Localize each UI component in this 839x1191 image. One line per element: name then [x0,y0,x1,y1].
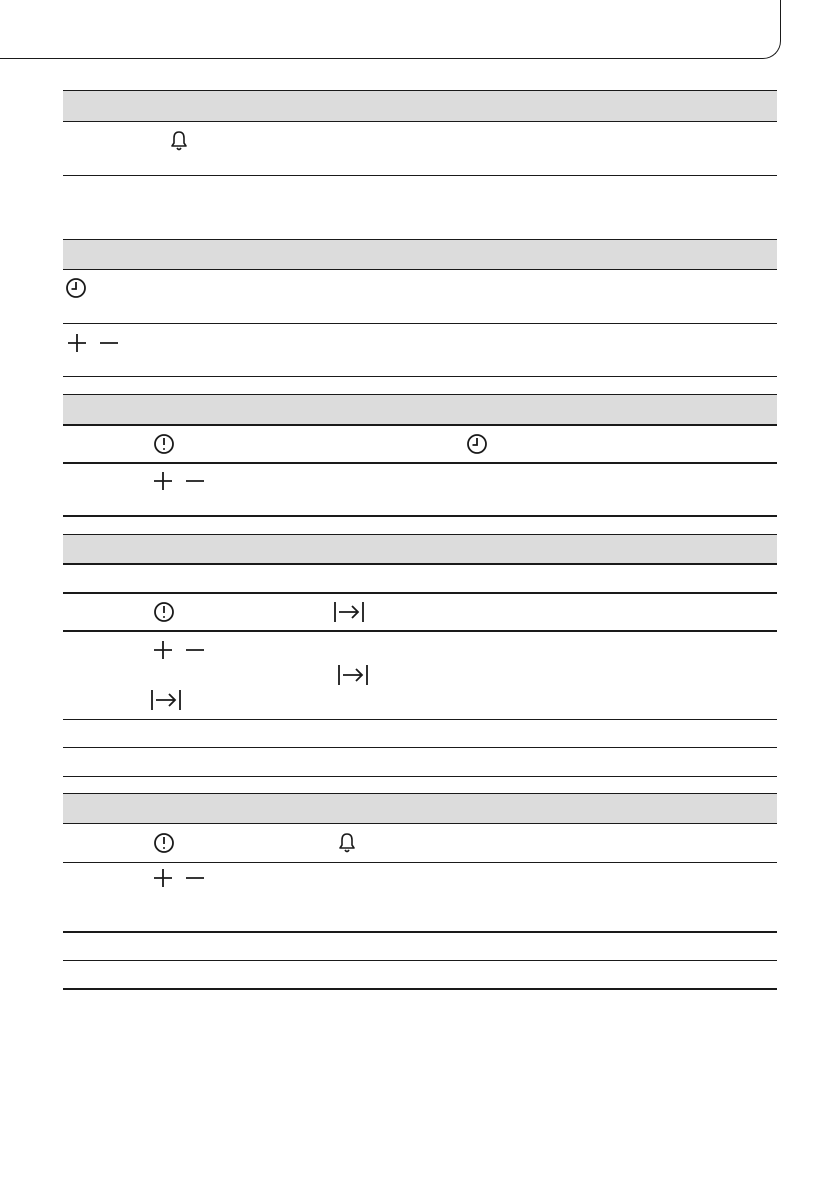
minus-icon [185,471,205,491]
end-time-arrow-icon [333,601,365,623]
table-rule [63,776,777,777]
page-corner-rule [0,0,781,59]
table-rule [63,592,777,594]
table-rule [63,121,777,122]
minus-icon [185,640,205,660]
bell-icon [337,832,357,854]
table-header-band [63,394,777,425]
table-rule [63,239,777,240]
power-clock-icon [153,601,175,623]
table-rule [63,90,777,91]
bell-icon [169,130,189,152]
end-time-arrow-icon [150,689,182,711]
table-rule [63,719,777,720]
table-rule [63,394,777,395]
table-rule [63,563,777,565]
table-rule [63,376,777,377]
table-rule [63,960,777,961]
table-rule [63,515,777,517]
table-rule [63,269,777,270]
clock-icon [466,433,488,455]
table-rule [63,988,777,990]
plus-icon [153,640,173,660]
table-header-band [63,793,777,824]
table-header-band [63,534,777,564]
minus-icon [99,333,119,353]
table-rule [63,323,777,324]
table-rule [63,630,777,632]
table-header-band [63,239,777,269]
table-header-band [63,90,777,121]
table-rule [63,931,777,933]
table-rule [63,424,777,426]
power-clock-icon [153,433,175,455]
plus-icon [153,868,173,888]
table-rule [63,175,777,176]
table-rule [63,862,777,863]
table-rule [63,793,777,794]
plus-icon [67,333,87,353]
table-rule [63,534,777,535]
table-rule [63,462,777,464]
power-clock-icon [153,832,175,854]
end-time-arrow-icon [337,664,369,686]
clock-icon [65,277,87,299]
plus-icon [153,471,173,491]
minus-icon [185,868,205,888]
table-rule [63,747,777,748]
table-rule [63,823,777,824]
